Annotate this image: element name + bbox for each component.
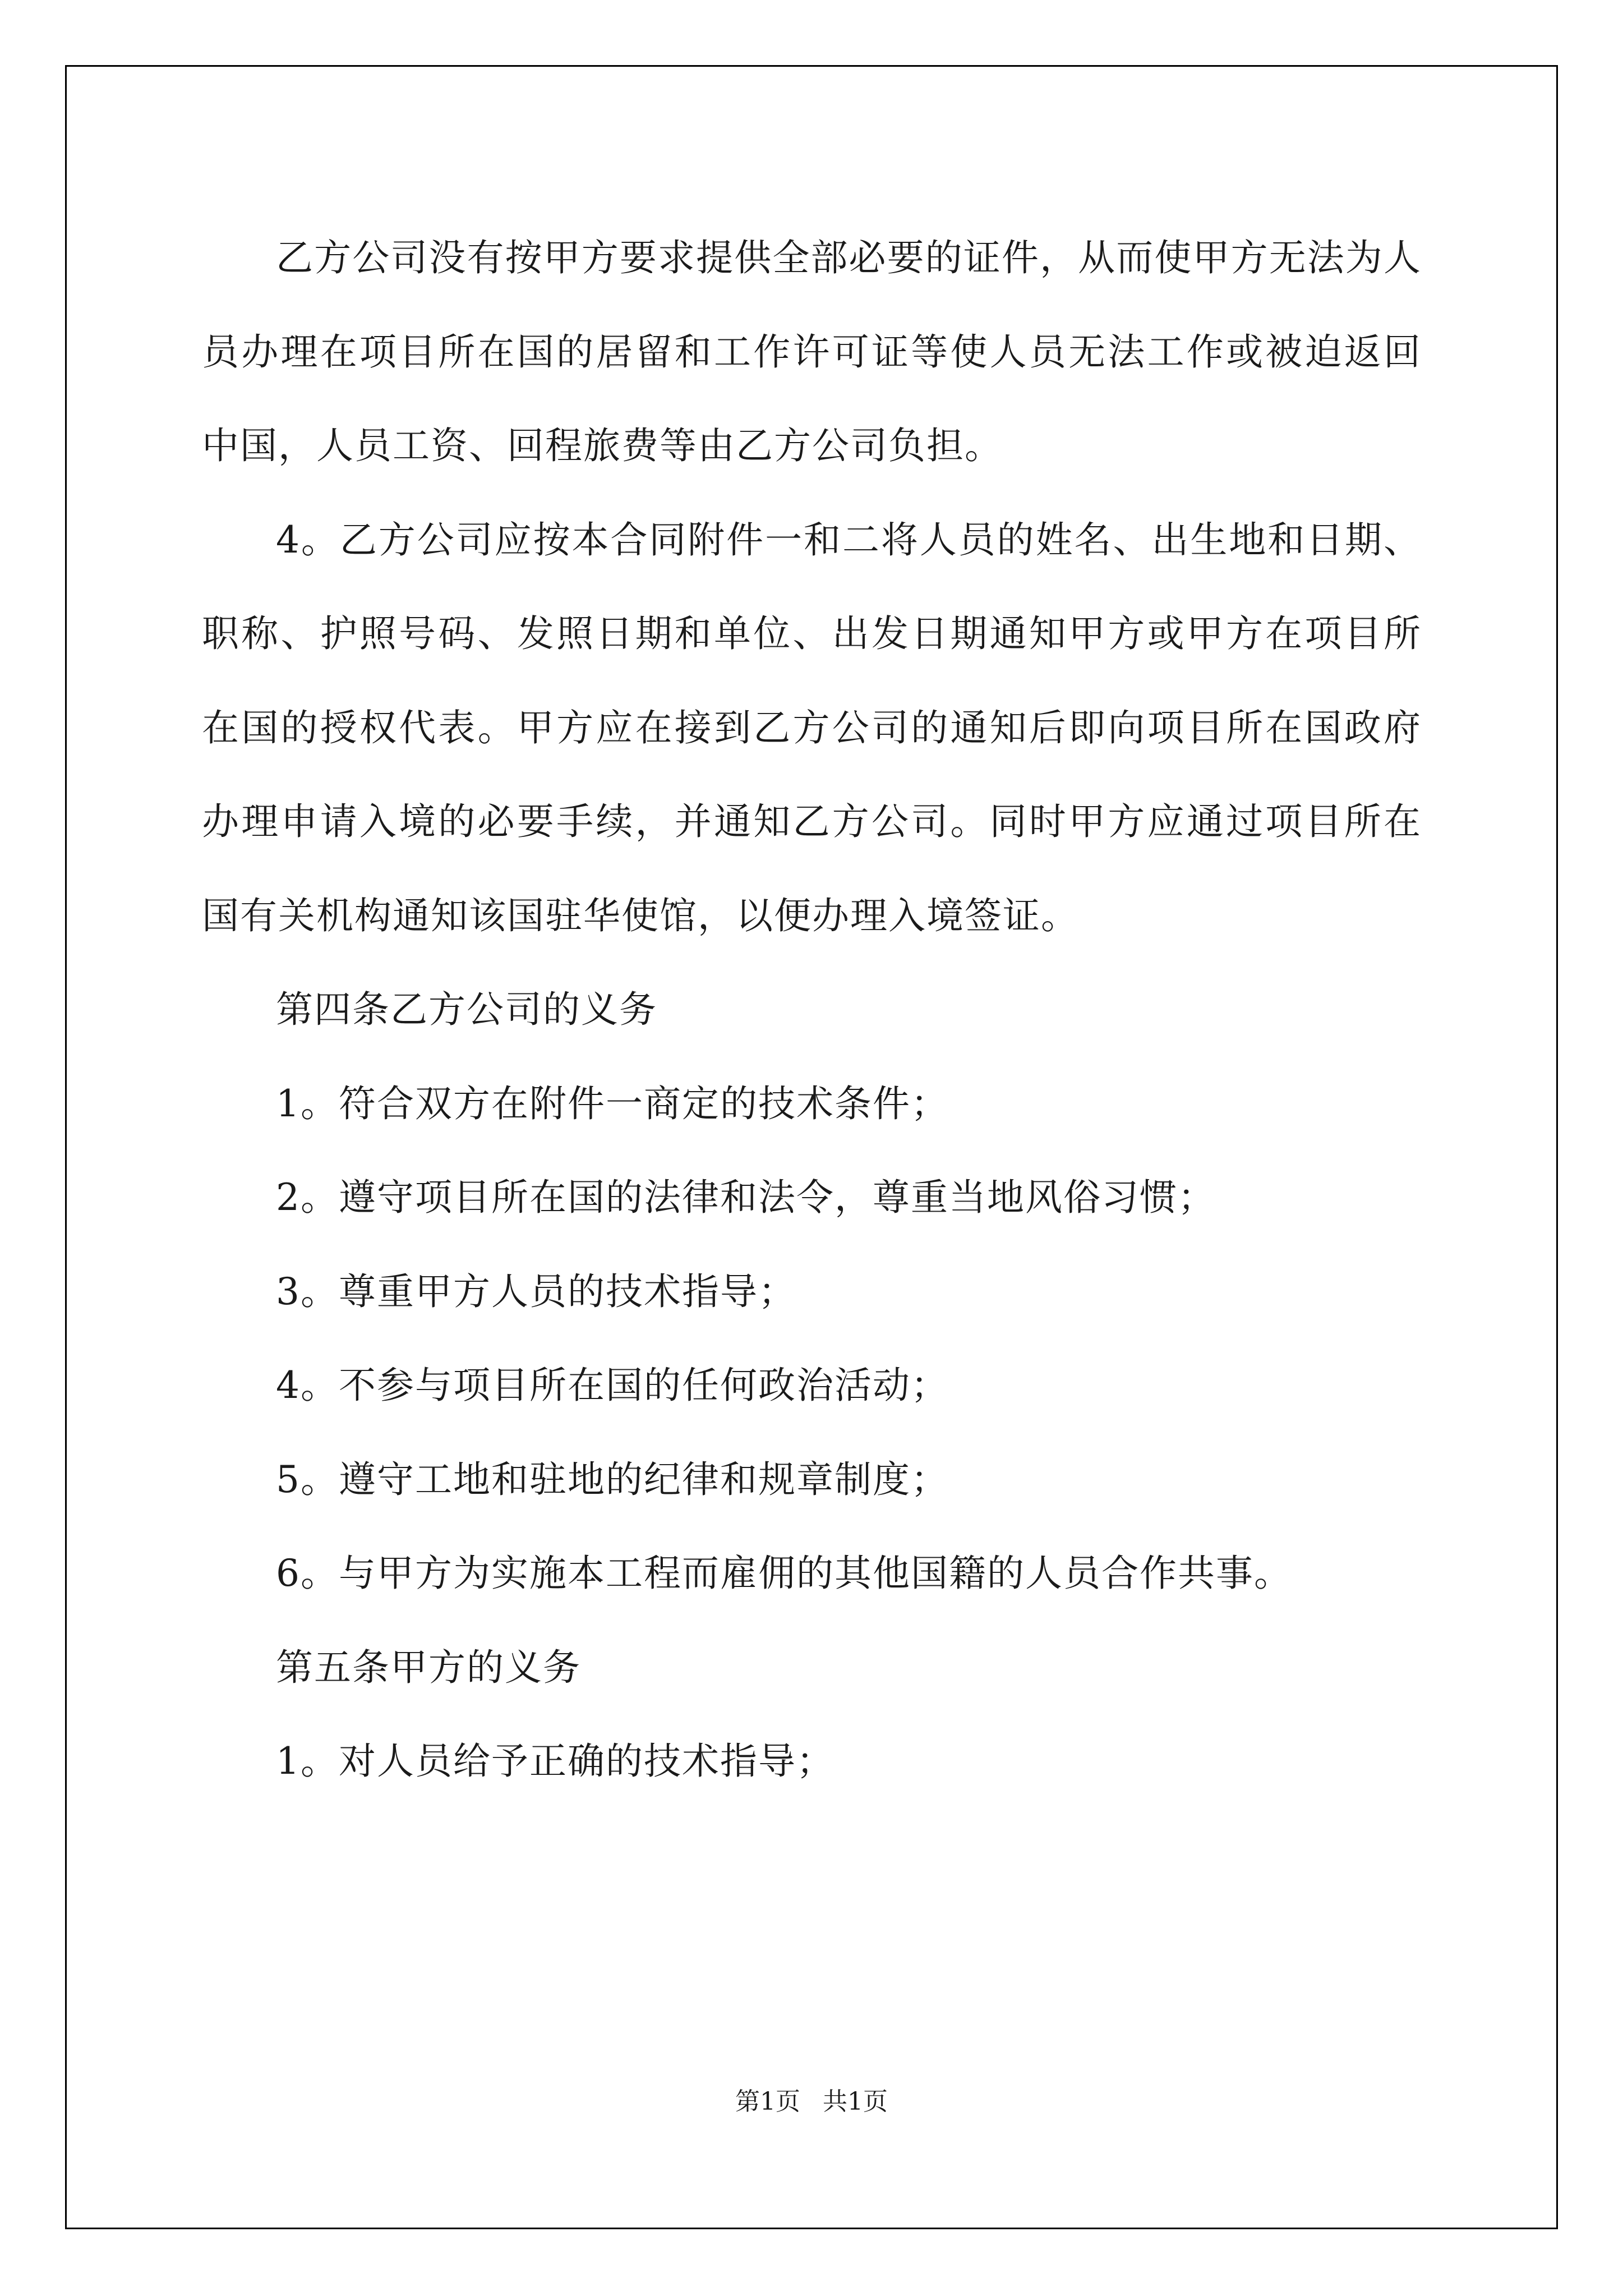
- list-item: 3。尊重甲方人员的技术指导；: [276, 1269, 796, 1313]
- list-item: 4。不参与项目所在国的任何政治活动；: [276, 1364, 949, 1407]
- heading-article-4: 第四条乙方公司的义务: [276, 988, 657, 1031]
- list-item: 2。遵守项目所在国的法律和法令，尊重当地风俗习惯；: [276, 1176, 1216, 1219]
- paragraph-lodging-permits: 乙方公司没有按甲方要求提供全部必要的证件，从而使甲方无法为人员办理在项目所在国的居留和工作许可证等使人员无法工作或被迫返回中国，人员工资、回程旅费等由乙方公司负担。: [202, 236, 1422, 467]
- heading-article-5: 第五条甲方的义务: [276, 1645, 581, 1689]
- list-item: 5。遵守工地和驻地的纪律和规章制度；: [276, 1457, 949, 1501]
- list-item: 1。符合双方在附件一商定的技术条件；: [276, 1082, 949, 1125]
- page-number: 第1页: [735, 2087, 800, 2116]
- list-item: 1。对人员给予正确的技术指导；: [276, 1740, 834, 1783]
- paragraph-clause-4: 4。乙方公司应按本合同附件一和二将人员的姓名、出生地和日期、职称、护照号码、发照日期和单位、出发日期通知甲方或甲方在项目所在国的授权代表。甲方应在接到乙方公司的通知后即向项目所在国政府办理申请入境的必要手续，并通知乙方公司。同时甲方应通过项目所在国有关机构通知该国驻华使馆，以便办理入境签证。: [202, 518, 1422, 937]
- page-footer: [0, 2081, 1623, 2117]
- document-body: [202, 211, 1422, 1809]
- page-total: 共1页: [823, 2087, 888, 2116]
- list-item: 6。与甲方为实施本工程而雇佣的其他国籍的人员合作共事。: [276, 1552, 1292, 1595]
